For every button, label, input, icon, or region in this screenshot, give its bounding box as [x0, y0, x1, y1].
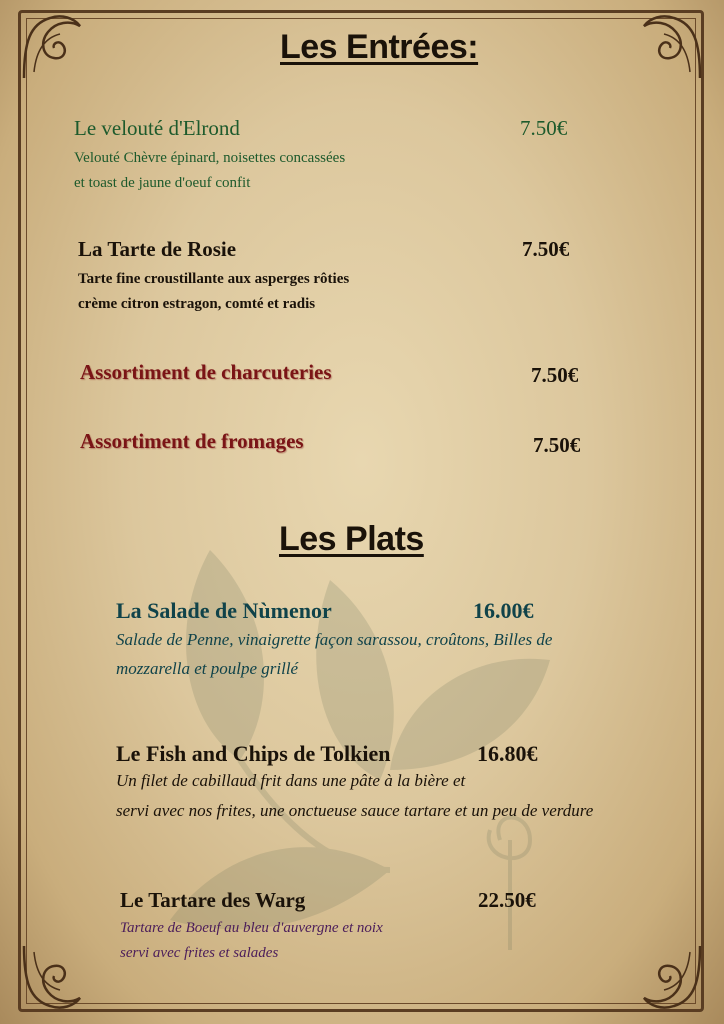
entrees-heading: Les Entrées: — [280, 28, 479, 66]
entree-desc-line: Velouté Chèvre épinard, noisettes concassées — [74, 150, 346, 166]
entree-name: Assortiment de fromages — [80, 429, 304, 453]
plat-desc-line: Un filet de cabillaud frit dans une pâte à la bière et — [116, 771, 466, 790]
entree-price: 7.50€ — [533, 433, 581, 457]
entree-desc-line: et toast de jaune d'oeuf confit — [74, 175, 251, 191]
entree-desc-line: crème citron estragon, comté et radis — [78, 296, 316, 312]
plat-name: Le Fish and Chips de Tolkien — [116, 741, 391, 766]
plat-name: La Salade de Nùmenor — [116, 598, 332, 623]
entree-price: 7.50€ — [522, 237, 570, 261]
corner-ornament-icon — [20, 12, 90, 82]
plat-desc-line: servi avec nos frites, une onctueuse sauce tartare et un peu de verdure — [116, 801, 594, 820]
entree-name: Assortiment de charcuteries — [80, 360, 332, 384]
corner-ornament-icon — [20, 942, 90, 1012]
plat-price: 16.80€ — [477, 741, 538, 766]
plat-name: Le Tartare des Warg — [120, 888, 306, 912]
entree-price: 7.50€ — [520, 116, 568, 140]
entree-desc-line: Tarte fine croustillante aux asperges rôties — [78, 271, 350, 287]
plat-desc-line: Tartare de Boeuf au bleu d'auvergne et noix — [120, 920, 383, 936]
plat-desc-line: mozzarella et poulpe grillé — [116, 659, 299, 678]
entree-name: Le velouté d'Elrond — [74, 116, 240, 140]
plat-price: 16.00€ — [473, 598, 534, 623]
corner-ornament-icon — [634, 942, 704, 1012]
corner-ornament-icon — [634, 12, 704, 82]
plat-desc-line: servi avec frites et salades — [120, 945, 279, 961]
plat-desc-line: Salade de Penne, vinaigrette façon sarassou, croûtons, Billes de — [116, 630, 553, 649]
plat-price: 22.50€ — [478, 888, 536, 912]
entree-name: La Tarte de Rosie — [78, 237, 237, 261]
plats-heading: Les Plats — [279, 520, 424, 558]
entree-price: 7.50€ — [531, 363, 579, 387]
